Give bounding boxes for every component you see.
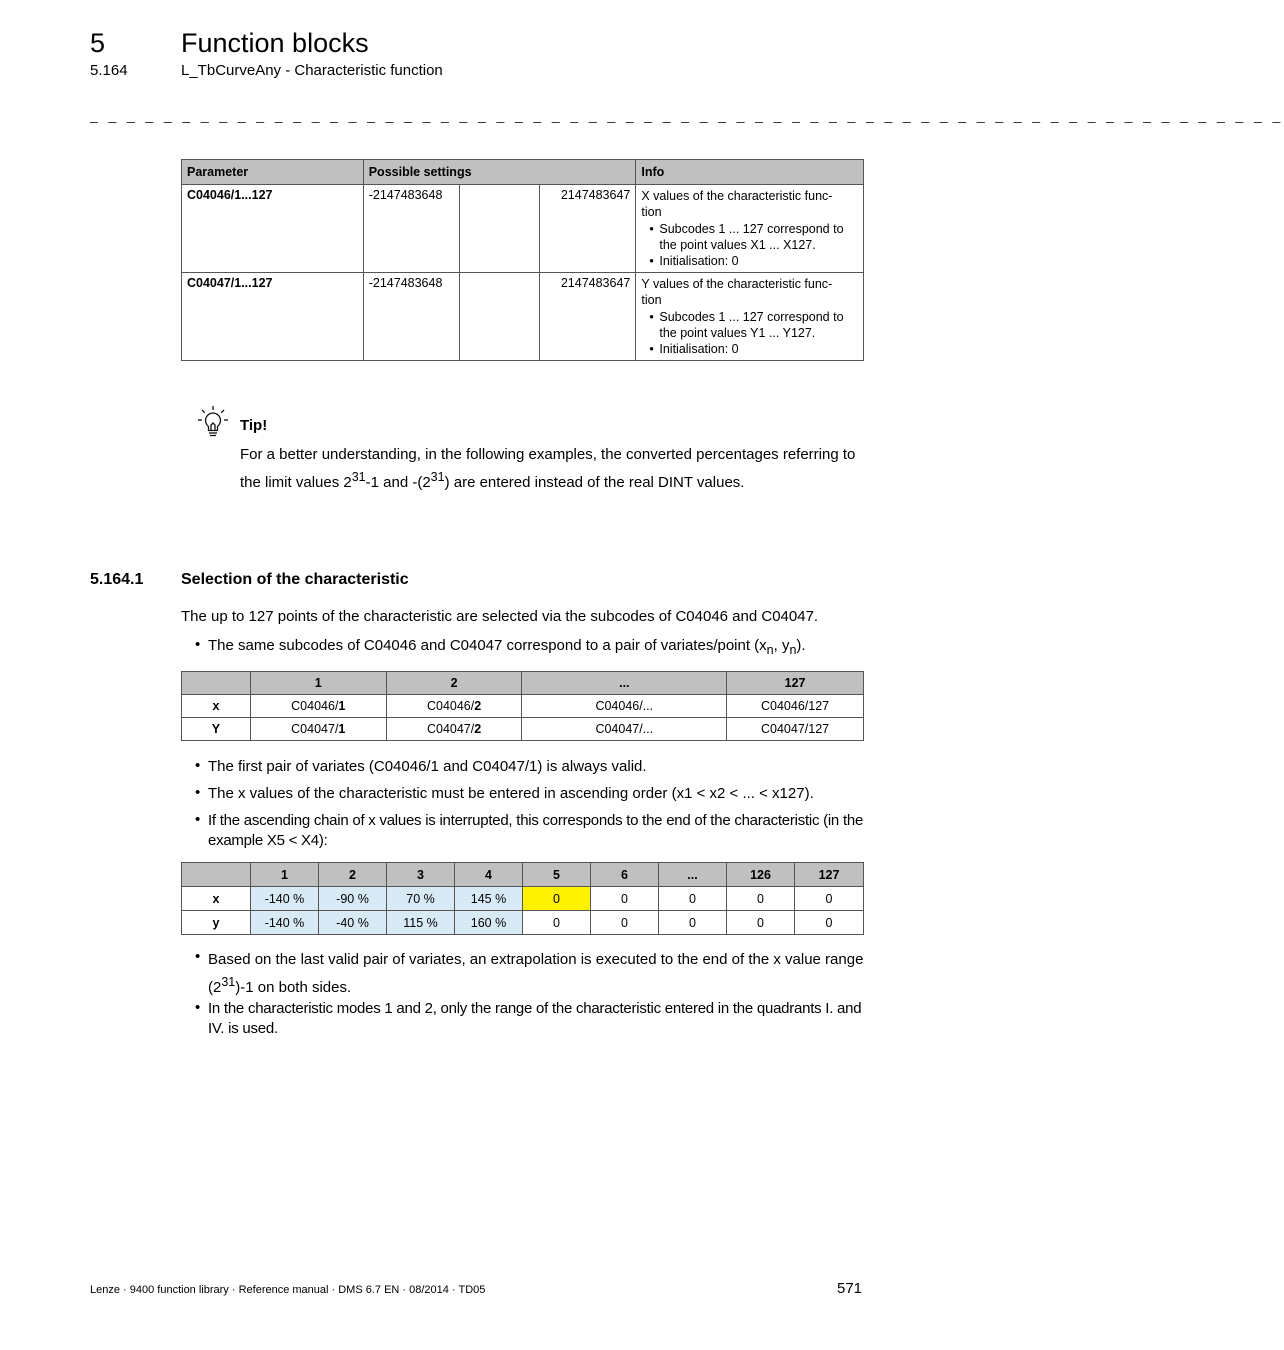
cell-text: C04047/ [426, 722, 475, 736]
header-cell: 5 [523, 863, 591, 887]
header-cell: ... [659, 863, 727, 887]
header-parameter: Parameter [182, 160, 364, 185]
header-cell: ... [522, 672, 727, 695]
table-cell: 0 [795, 887, 864, 911]
bullet-text: In the characteristic modes 1 and 2, only the range of the characteristic entered in the quadrants I. and IV. is used. [208, 1000, 862, 1037]
tip-label: Tip! [240, 417, 268, 434]
table-cell: 0 [591, 887, 659, 911]
bullet-text: The first pair of variates (C04046/1 and C04047/1) is always valid. [208, 758, 647, 775]
header-cell [182, 672, 251, 695]
table-cell: 0 [795, 911, 864, 935]
cell-text: C04047/127 [761, 722, 830, 736]
info-cell [636, 185, 864, 273]
header-cell: 2 [319, 863, 387, 887]
cell-bold: 2 [474, 699, 482, 713]
subsection-number: 5.164.1 [90, 571, 144, 588]
example-table [181, 862, 864, 935]
table-cell [522, 718, 727, 741]
header-cell: 1 [251, 863, 319, 887]
intro-paragraph: The up to 127 points of the characteristic are selected via the subcodes of C04046 and C04047. [181, 608, 819, 625]
chapter-title: Function blocks [181, 28, 369, 58]
bullet-marker: • [195, 999, 201, 1016]
table-cell: 0 [523, 911, 591, 935]
table-cell: 0 [591, 911, 659, 935]
tip-text [240, 443, 870, 494]
header-cell: 127 [795, 863, 864, 887]
footer-text: Lenze · 9400 function library · Reference manual · DMS 6.7 EN · 08/2014 · TD05 [90, 1284, 486, 1296]
table-cell: 70 % [387, 887, 455, 911]
info-item: • Subcodes 1 ... 127 correspond to the point values X1 ... X127. [659, 221, 858, 253]
table-cell [522, 695, 727, 718]
header-cell: 3 [387, 863, 455, 887]
cell-text: C04046/ [291, 699, 339, 713]
example-table-header [182, 863, 864, 887]
cell-text: C04046/... [595, 699, 654, 713]
subcode-mapping-table [181, 671, 864, 741]
table-cell: 115 % [387, 911, 455, 935]
bullet-marker: • [195, 948, 201, 965]
bullet-text [208, 948, 868, 999]
header-info: Info [636, 160, 864, 185]
min-value: -2147483648 [363, 273, 459, 361]
table-cell: 0 [659, 911, 727, 935]
header-possible-settings: Possible settings [363, 160, 636, 185]
bullet-text: If the ascending chain of x values is interrupted, this corresponds to the end of the characteristic (in the example X5 < X4): [208, 812, 864, 849]
max-value: 2147483647 [540, 273, 636, 361]
table-row [182, 911, 864, 935]
tip-text-part: -1 and -(2 [365, 474, 431, 491]
row-label: x [182, 695, 251, 718]
bullet-marker: • [195, 811, 201, 828]
header-cell [182, 863, 251, 887]
table-row [182, 185, 864, 273]
info-item: • Initialisation: 0 [659, 341, 858, 357]
header-cell: 2 [386, 672, 522, 695]
cell-text: C04047/ [291, 722, 339, 736]
max-value: 2147483647 [540, 185, 636, 273]
bullet-marker: • [195, 757, 201, 774]
table-cell: 160 % [455, 911, 523, 935]
cell-text: C04046/127 [761, 699, 830, 713]
lightbulb-icon [196, 405, 230, 439]
bullet-text [208, 636, 868, 660]
table-cell [386, 718, 522, 741]
info-line: Y values of the characteristic func- [641, 277, 833, 291]
table-row [182, 887, 864, 911]
subscript: n [789, 643, 797, 657]
info-item: • Subcodes 1 ... 127 correspond to the point values Y1 ... Y127. [659, 309, 858, 341]
section-number: 5.164 [90, 62, 128, 79]
mapping-table-header [182, 672, 864, 695]
header-cell: 127 [727, 672, 864, 695]
table-cell: -90 % [319, 887, 387, 911]
table-cell [727, 695, 864, 718]
cell-bold: 1 [338, 699, 346, 713]
table-row [182, 695, 864, 718]
info-line: tion [641, 293, 662, 307]
table-cell [727, 718, 864, 741]
mid-value [459, 185, 540, 273]
table-cell: -140 % [251, 887, 319, 911]
cell-bold: 1 [338, 722, 346, 736]
page-number: 571 [837, 1280, 863, 1297]
highlighted-cell: 0 [523, 887, 591, 911]
table-cell: -40 % [319, 911, 387, 935]
table-cell [250, 695, 386, 718]
info-item: • Initialisation: 0 [659, 253, 858, 269]
table-cell: 145 % [455, 887, 523, 911]
bullet-marker: • [195, 636, 201, 653]
section-title: L_TbCurveAny - Characteristic function [181, 62, 443, 79]
tip-text-part: For a better understanding, in the following examples, the converted percentages referring to the limit values 2 [240, 446, 856, 491]
table-cell: 0 [727, 887, 795, 911]
row-label: y [182, 911, 251, 935]
cell-bold: 2 [474, 722, 482, 736]
chapter-number: 5 [90, 28, 106, 58]
bullet-text: The x values of the characteristic must be entered in ascending order (x1 < x2 < ... < x127). [208, 785, 814, 802]
table-cell [386, 695, 522, 718]
table-cell: -140 % [251, 911, 319, 935]
parameter-table-header [182, 160, 864, 185]
tip-text-part: ) are entered instead of the real DINT values. [444, 474, 745, 491]
info-cell [636, 273, 864, 361]
info-list [641, 309, 858, 357]
bullet-text-part: , y [773, 637, 790, 654]
table-row [182, 273, 864, 361]
header-cell: 126 [727, 863, 795, 887]
row-label: Y [182, 718, 251, 741]
bullet-text-part: )-1 on both sides. [235, 979, 352, 996]
parameter-code: C04047/1...127 [182, 273, 364, 361]
mid-value [459, 273, 540, 361]
subscript: n [766, 643, 774, 657]
parameter-table [181, 159, 864, 361]
header-cell: 6 [591, 863, 659, 887]
header-cell: 1 [250, 672, 386, 695]
min-value: -2147483648 [363, 185, 459, 273]
info-list [641, 221, 858, 269]
header-cell: 4 [455, 863, 523, 887]
bullet-text-part: Based on the last valid pair of variates, an extrapolation is executed to the end of the x value range (2 [208, 951, 864, 996]
header-separator: _ _ _ _ _ _ _ _ _ _ _ _ _ _ _ _ _ _ _ _ _ _ _ _ _ _ _ _ _ _ _ _ _ _ _ _ _ _ _ _ _ _ _ _ _ _ _ _ _ _ _ _ _ _ _ _ _ _ _ _ _ _ _ _ _ [90, 107, 1284, 123]
table-cell: 0 [659, 887, 727, 911]
table-cell: 0 [727, 911, 795, 935]
parameter-code: C04046/1...127 [182, 185, 364, 273]
bullet-text-part: The same subcodes of C04046 and C04047 correspond to a pair of variates/point (x [208, 637, 767, 654]
bullet-marker: • [195, 784, 201, 801]
table-cell [250, 718, 386, 741]
subsection-title: Selection of the characteristic [181, 571, 409, 588]
cell-text: C04046/ [426, 699, 475, 713]
cell-text: C04047/... [595, 722, 654, 736]
bullet-text-part: ). [796, 637, 806, 654]
info-line: X values of the characteristic func- [641, 189, 833, 203]
tip-superscript: 31 [430, 470, 445, 484]
row-label: x [182, 887, 251, 911]
superscript: 31 [221, 975, 236, 989]
info-line: tion [641, 205, 662, 219]
tip-superscript: 31 [351, 470, 366, 484]
table-row [182, 718, 864, 741]
